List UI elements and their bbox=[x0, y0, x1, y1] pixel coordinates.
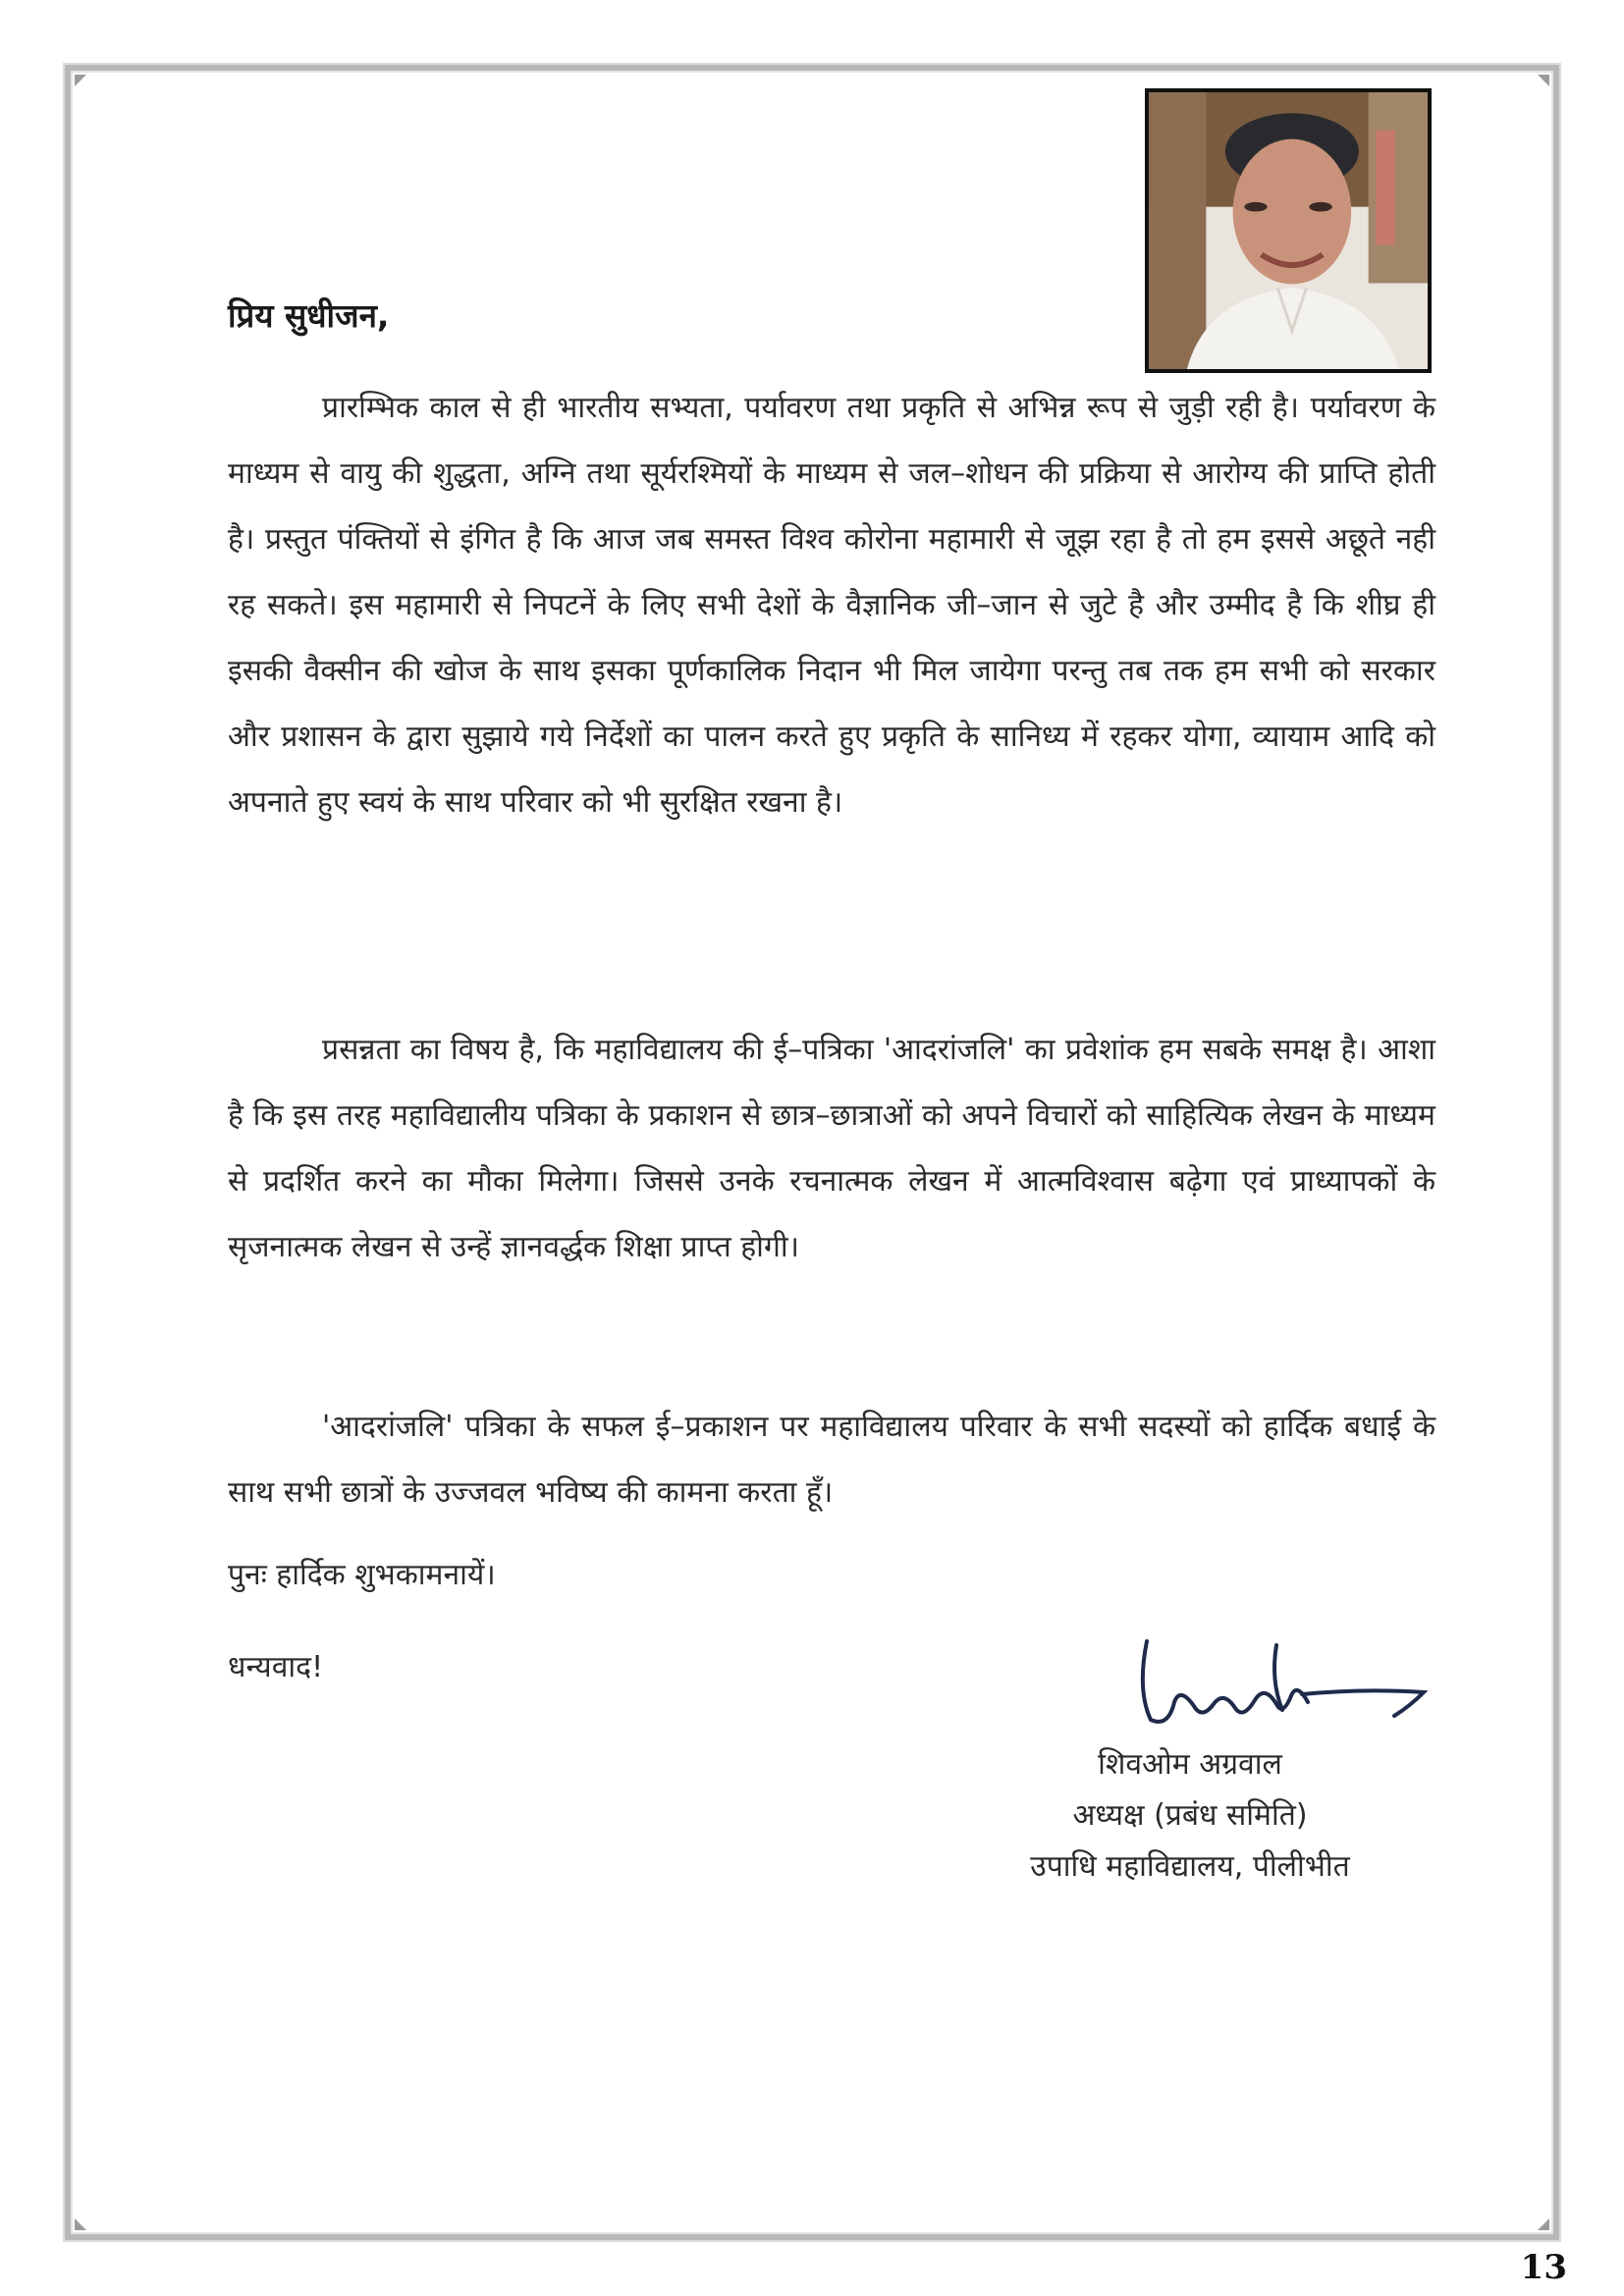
paragraph: 'आदरांजलि' पत्रिका के सफल ई–प्रकाशन पर महाविद्यालय परिवार के सभी सदस्यों को हार्दिक बधाई के साथ सभी छात्रों के उज्जवल भविष्य की कामना करता हूँ। bbox=[228, 1410, 1435, 1510]
corner-ornament bbox=[1538, 2218, 1549, 2230]
corner-ornament bbox=[75, 75, 86, 86]
paragraph: प्रारम्भिक काल से ही भारतीय सभ्यता, पर्यावरण तथा प्रकृति से अभिन्न रूप से जुड़ी रही है। पर्यावरण के माध्यम से वायु की शुद्धता, अग्नि तथा सूर्यरश्मियों के माध्यम से जल–शोधन की प्रक्रिया से आरोग्य की प्राप्ति होती है। प्रस्तुत पंक्तियों से इंगित है कि आज जब समस्त विश्व कोरोना महामारी से जूझ रहा है तो हम इससे अछूते नही रह सकते। इस महामारी से निपटनें के लिए सभी देशों के वैज्ञानिक जी–जान से जुटे है और उम्मीद है कि शीघ्र ही इसकी वैक्सीन की खोज के साथ इसका पूर्णकालिक निदान भी मिल जायेगा परन्तु तब तक हम सभी को सरकार और प्रशासन के द्वारा सुझाये गये निर्देशों का पालन करते हुए प्रकृति के सानिध्य में रहकर योगा, व्यायाम आदि को अपनाते हुए स्वयं के साथ परिवार को भी सुरक्षित रखना है। bbox=[228, 391, 1435, 820]
corner-ornament bbox=[1538, 75, 1549, 86]
corner-ornament bbox=[75, 2218, 86, 2230]
salutation: प्रिय सुधीजन, bbox=[228, 296, 390, 335]
handwritten-signature bbox=[1129, 1622, 1434, 1739]
paragraph: प्रसन्नता का विषय है, कि महाविद्यालय की ई–पत्रिका 'आदरांजलि' का प्रवेशांक हम सबके समक्ष है। आशा है कि इस तरह महाविद्यालीय पत्रिका के प्रकाशन से छात्र–छात्राओं को अपने विचारों को साहित्यिक लेखन के माध्यम से प्रदर्शित करने का मौका मिलेगा। जिससे उनके रचनात्मक लेखन में आत्मविश्वास बढ़ेगा एवं प्राध्यापकों के सृजनात्मक लेखन से उन्हें ज्ञानवर्द्धक शिक्षा प्राप्त होगी। bbox=[228, 1033, 1435, 1264]
signatory-name: शिवओम अग्रवाल bbox=[1098, 1747, 1282, 1782]
signatory-institution: उपाधि महाविद्यालय, पीलीभीत bbox=[1030, 1849, 1350, 1884]
signature-block bbox=[984, 1739, 1396, 1893]
signatory-designation: अध्यक्ष (प्रबंध समिति) bbox=[1072, 1798, 1308, 1833]
page-number: 13 bbox=[1520, 2248, 1567, 2287]
signatory-photo bbox=[1145, 88, 1432, 373]
closing-wishes: पुनः हार्दिक शुभकामनायें। bbox=[228, 1558, 496, 1592]
closing-thanks: धन्यवाद! bbox=[228, 1650, 324, 1684]
